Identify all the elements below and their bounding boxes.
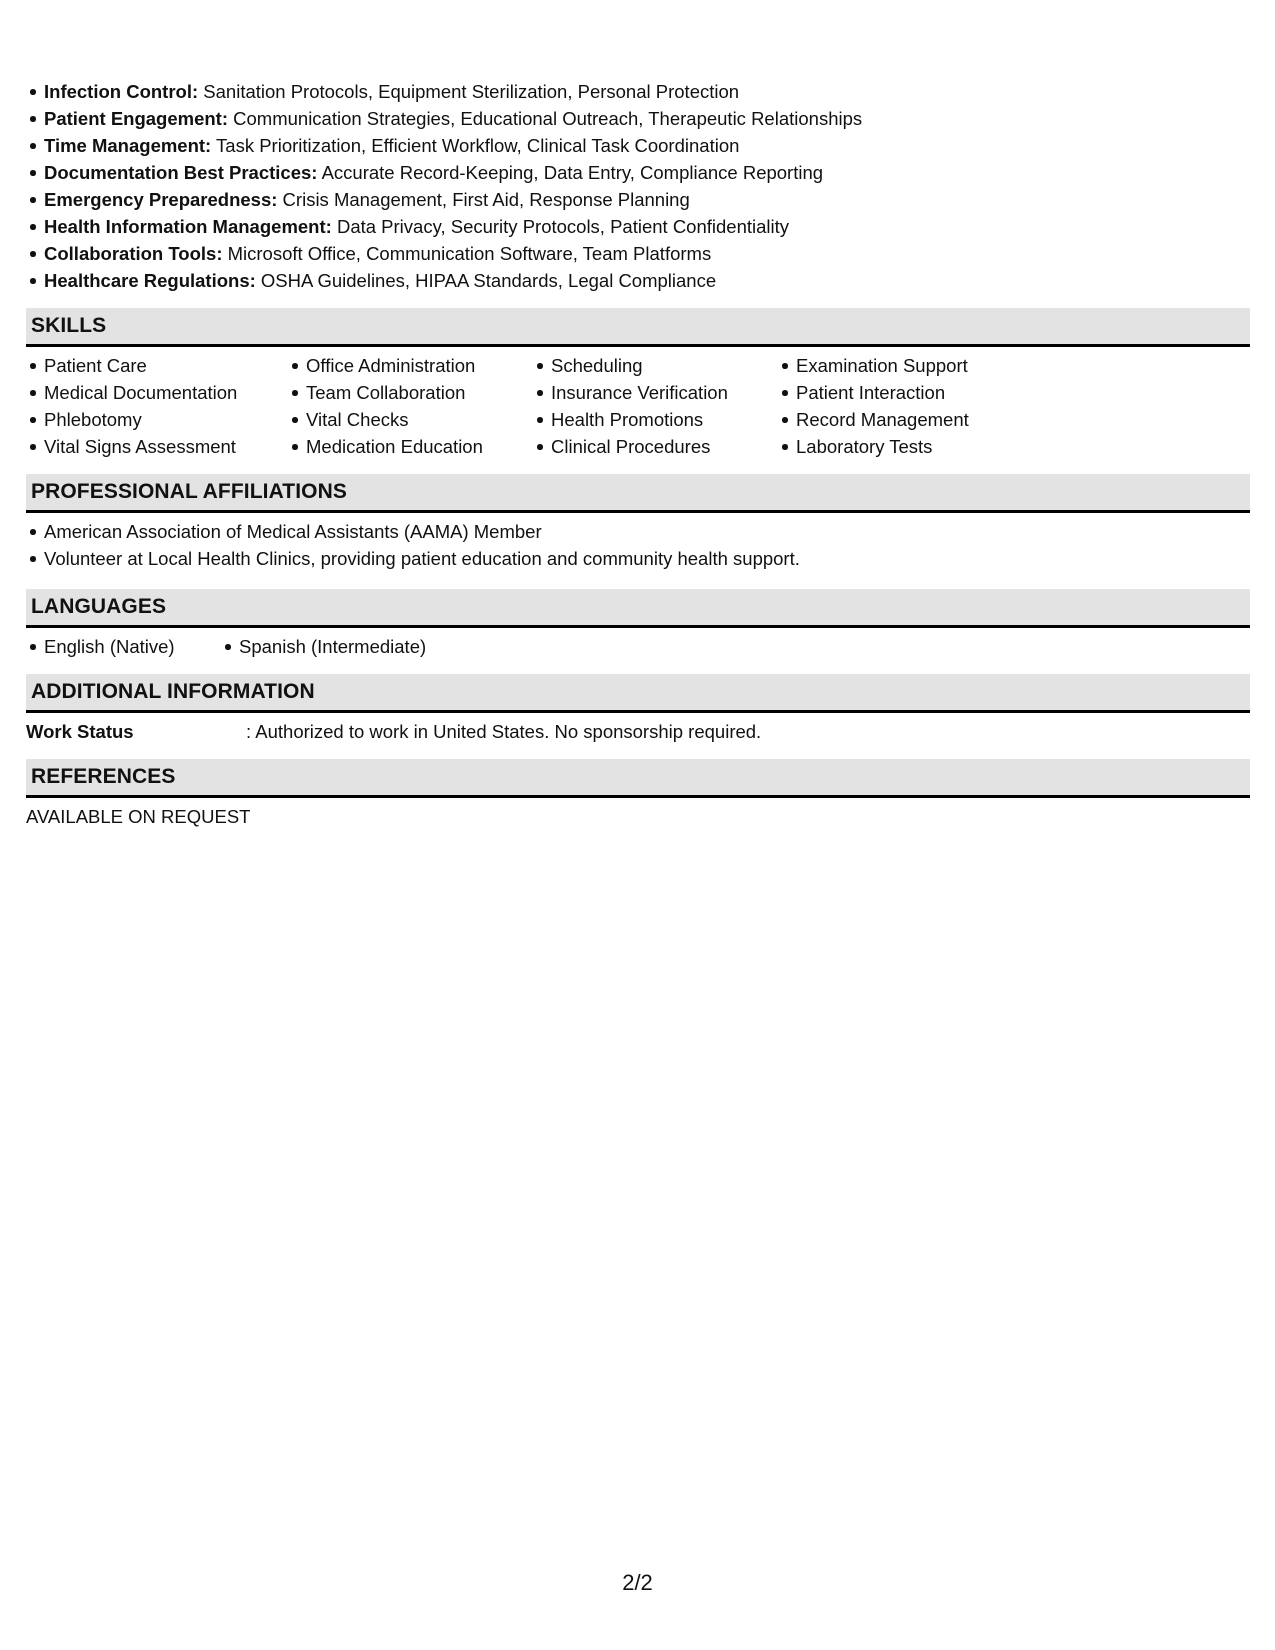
- competency-key: Patient Engagement:: [44, 108, 228, 129]
- skill-item: Office Administration: [306, 352, 533, 379]
- skill-item: Vital Signs Assessment: [44, 433, 288, 460]
- competency-value: Communication Strategies, Educational Outreach, Therapeutic Relationships: [228, 108, 863, 129]
- skills-column: [26, 352, 288, 460]
- competency-item: [44, 78, 1250, 105]
- language-item: English (Native): [44, 633, 221, 660]
- competency-key: Collaboration Tools:: [44, 243, 223, 264]
- languages-list: [221, 633, 427, 660]
- competency-key: Time Management:: [44, 135, 212, 156]
- competency-item: [44, 159, 1250, 186]
- affiliations-section-header: [26, 474, 1250, 513]
- work-status-label: Work Status: [26, 721, 134, 742]
- competency-item: [44, 240, 1250, 267]
- competency-item: [44, 105, 1250, 132]
- competency-value: OSHA Guidelines, HIPAA Standards, Legal Compliance: [255, 270, 717, 291]
- skill-item: Patient Interaction: [796, 379, 1056, 406]
- affiliations-list: [26, 518, 1250, 572]
- affiliation-item: Volunteer at Local Health Clinics, providing patient education and community health support.: [44, 545, 1250, 572]
- skill-item: Scheduling: [551, 352, 778, 379]
- languages-section-header: [26, 589, 1250, 628]
- skill-item: Team Collaboration: [306, 379, 533, 406]
- affiliation-item: American Association of Medical Assistants (AAMA) Member: [44, 518, 1250, 545]
- skill-item: Phlebotomy: [44, 406, 288, 433]
- competency-key: Documentation Best Practices:: [44, 162, 318, 183]
- additional-section-header: [26, 674, 1250, 713]
- references-section-header: [26, 759, 1250, 798]
- competency-item: [44, 213, 1250, 240]
- skills-grid: [26, 352, 1250, 460]
- competency-key: Emergency Preparedness:: [44, 189, 278, 210]
- competencies-list: [26, 78, 1250, 294]
- affiliations-section-title: PROFESSIONAL AFFILIATIONS: [31, 480, 347, 503]
- competency-key: Infection Control:: [44, 81, 199, 102]
- competency-item: [44, 132, 1250, 159]
- language-item: Spanish (Intermediate): [239, 633, 416, 660]
- skills-column: [288, 352, 533, 460]
- skill-item: Patient Care: [44, 352, 288, 379]
- skill-item: Medical Documentation: [44, 379, 288, 406]
- competency-value: Sanitation Protocols, Equipment Sterilization, Personal Protection: [198, 81, 740, 102]
- languages-section-title: LANGUAGES: [31, 595, 167, 618]
- competency-value: Crisis Management, First Aid, Response Planning: [277, 189, 690, 210]
- skill-item: Laboratory Tests: [796, 433, 1056, 460]
- additional-section-title: ADDITIONAL INFORMATION: [31, 680, 315, 703]
- references-text: AVAILABLE ON REQUEST: [26, 806, 251, 827]
- skill-item: Clinical Procedures: [551, 433, 778, 460]
- skill-item: Medication Education: [306, 433, 533, 460]
- resume-content: [26, 78, 1250, 830]
- competency-value: Task Prioritization, Efficient Workflow, Clinical Task Coordination: [211, 135, 740, 156]
- skill-item: Insurance Verification: [551, 379, 778, 406]
- skills-column: [533, 352, 778, 460]
- competency-item: [44, 186, 1250, 213]
- skills-section-title: SKILLS: [31, 314, 107, 337]
- skill-item: Record Management: [796, 406, 1056, 433]
- skill-item: Health Promotions: [551, 406, 778, 433]
- skills-column: [778, 352, 1056, 460]
- skill-item: Examination Support: [796, 352, 1056, 379]
- competency-key: Health Information Management:: [44, 216, 332, 237]
- languages-list: [26, 633, 221, 660]
- work-status-row: [26, 718, 1250, 745]
- competency-value: Data Privacy, Security Protocols, Patient Confidentiality: [331, 216, 790, 237]
- competency-item: [44, 267, 1250, 294]
- skill-item: Vital Checks: [306, 406, 533, 433]
- skills-section-header: [26, 308, 1250, 347]
- references-section-title: REFERENCES: [31, 765, 176, 788]
- work-status-value: : Authorized to work in United States. No sponsorship required.: [246, 721, 762, 742]
- languages-row: [26, 633, 1250, 660]
- competency-value: Accurate Record-Keeping, Data Entry, Compliance Reporting: [317, 162, 824, 183]
- page-number: 2/2: [622, 1570, 653, 1595]
- competency-key: Healthcare Regulations:: [44, 270, 256, 291]
- competency-value: Microsoft Office, Communication Software, Team Platforms: [222, 243, 712, 264]
